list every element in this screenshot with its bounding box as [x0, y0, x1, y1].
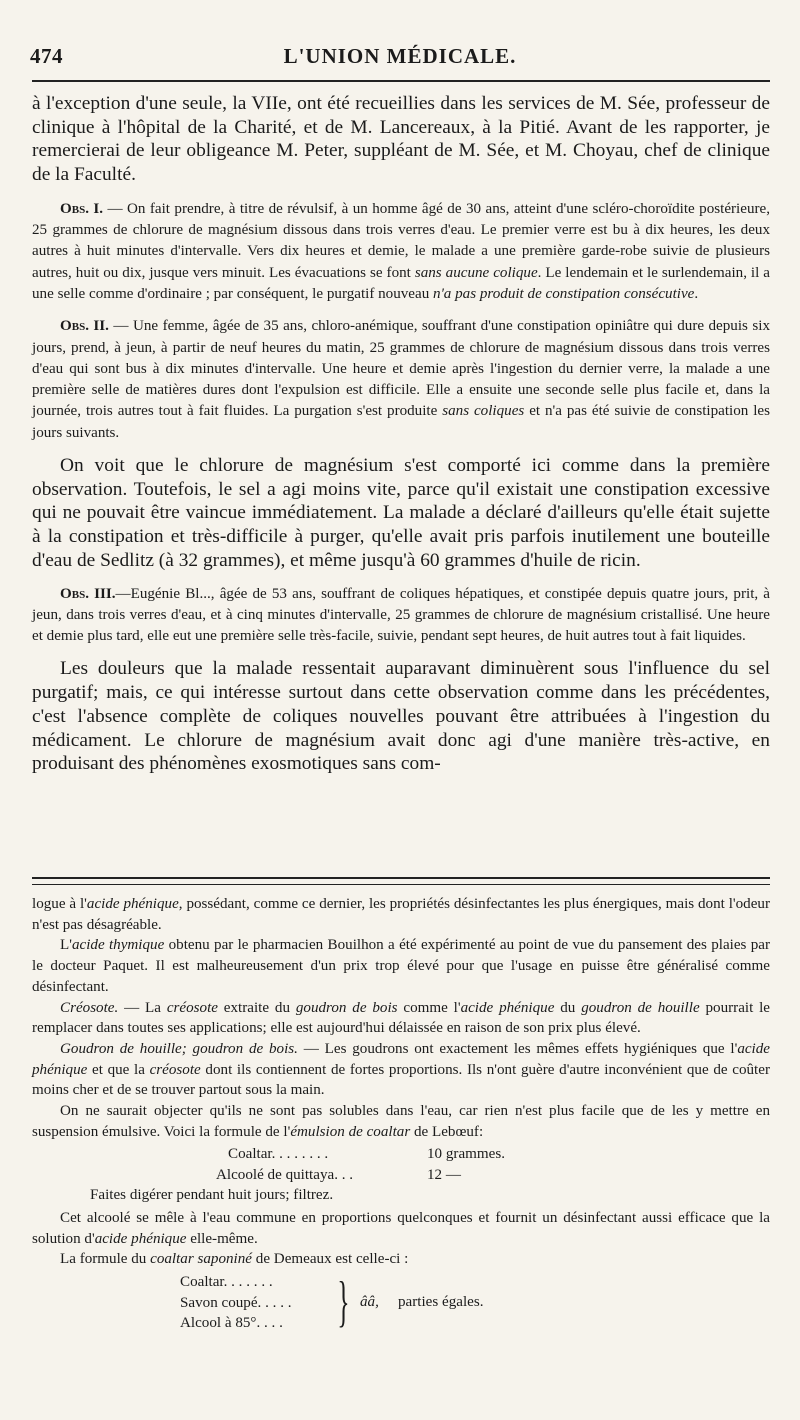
observation-1: Obs. I. — On fait prendre, à titre de révulsif, à un homme âgé de 30 ans, atteint d'une scléro-choroïdite postérieure, 25 grammes de chlorure de magnésium dissous dans trois verres d'eau. Le premier verre est bu à dix heures, les deux autres à huit minutes d'intervalle. Vers dix heures et demie, le malade a une première garde-robe suivie de plusieurs autres, huit ou dix, jusque vers minuit. Les évacuations se font sans aucune colique. Le lendemain et le surlendemain, il a une selle comme d'ordinaire ; par conséquent, le purgatif nouveau n'a pas produit de constipation consécutive.	[32, 200, 770, 302]
obs2-label: Obs. II.	[60, 318, 109, 335]
intro-paragraph: à l'exception d'une seule, la VIIe, ont été recueillies dans les services de M. Sée, professeur de clinique à l'hôpital de la Charité, et de M. Lancereaux, à la Pitié. Avant de les rapporter, je remercierai de leur obligeance M. Peter, suppléant de M. Sée, et M. Choyau, chef de clinique de la Faculté.	[32, 93, 770, 186]
footnote-block	[32, 894, 770, 1336]
footnote-para-4: Goudron de houille; goudron de bois. — Les goudrons ont exactement les mêmes effets hygiéniques que l'acide phénique et que la créosote dont ils contiennent de fortes proportions. Ils n'ont guère d'autre inconvénient que de coûter moins cher et de se trouver partout sous la main.	[32, 1040, 770, 1099]
formula1-quantity-2: 12 —	[427, 1166, 461, 1183]
formula1-ingredient-2: Alcoolé de quittaya. . .	[216, 1166, 354, 1183]
observation-2: Obs. II. — Une femme, âgée de 35 ans, chloro-anémique, souffrant d'une constipation opiniâtre qui dure depuis six jours, prend, à jeun, à partir de neuf heures du matin, 25 grammes de chlorure de magnésium dissous dans trois verres d'eau qui sont bus à dix minutes d'intervalle. Une heure et demie après l'ingestion du dernier verre, la malade a une première selle de matières dures dont l'expulsion est difficile. Elle a ensuite une seconde selle plus facile et, dans la journée, trois autres tout à fait fluides. La purgation s'est produite sans coliques et n'a pas été suivie de constipation les jours suivants.	[32, 318, 771, 441]
formula2-ingredient-3: Alcool à 85°. . . .	[180, 1315, 283, 1332]
formula-demeaux	[32, 1272, 770, 1336]
formula1-quantity-1: 10 grammes.	[427, 1146, 505, 1163]
formula2-ingredient-1: Coaltar. . . . . . .	[180, 1274, 273, 1291]
brace-icon: }	[337, 1271, 350, 1334]
formula2-aa: ââ,	[360, 1294, 379, 1311]
formula2-parts: parties égales.	[398, 1294, 484, 1311]
page-number: 474	[30, 44, 63, 68]
formula-lebœuf	[32, 1144, 770, 1206]
obs1-label: Obs. I.	[60, 200, 104, 217]
commentary-paragraph-1: On voit que le chlorure de magnésium s'est comporté ici comme dans la première observation. Toutefois, le sel a agi moins vite, parce qu'il existait une constipation excessive qui ne pouvait être vaincue immédiatement. La malade a déclaré d'ailleurs qu'elle était sujette à la constipation et très-difficile à purger, qu'elle avait pris parfois inutilement une bouteille d'eau de Sedlitz (à 32 grammes), et même jusqu'à 60 grammes d'huile de ricin.	[32, 455, 770, 571]
formula2-ingredient-2: Savon coupé. . . . .	[180, 1294, 292, 1311]
main-text	[32, 92, 770, 776]
obs3-label: Obs. III.	[60, 585, 116, 602]
observation-3: Obs. III.—Eugénie Bl..., âgée de 53 ans, souffrant de coliques hépatiques, et constipée depuis quatre jours, prit, à jeun, dans trois verres d'eau, et à cinq minutes d'intervalle, 25 grammes de chlorure de magnésium cristallisé. Une heure et demie plus tard, elle eut une première selle très-facile, suivie, pendant sept heures, de huit autres tout à fait liquides.	[32, 585, 771, 645]
journal-title: L'UNION MÉDICALE.	[283, 44, 517, 68]
footnote-para-2: L'acide thymique obtenu par le pharmacien Bouilhon a été expérimenté au point de vue du pansement des plaies par le docteur Paquet. Il est malheureusement d'un prix trop élevé pour que l'usage en puisse être généralisé comme désinfectant.	[32, 937, 770, 995]
running-header	[30, 44, 770, 74]
footnote-para-3: Créosote. — La créosote extraite du goudron de bois comme l'acide phénique du goudron de houille pourrait le remplacer dans toutes ses applications; elle est aujourd'hui délaissée en raison de son prix plus élevé.	[32, 999, 771, 1037]
footnote-para-1: logue à l'acide phénique, possédant, comme ce dernier, les propriétés désinfectantes les plus énergiques, mais dont l'odeur n'est pas désagréable.	[32, 896, 770, 933]
footnote-separator	[32, 877, 770, 885]
formula1-ingredient-1: Coaltar. . . . . . . .	[228, 1146, 329, 1163]
commentary-paragraph-2: Les douleurs que la malade ressentait auparavant diminuèrent sous l'influence du sel purgatif; mais, ce qui intéresse surtout dans cette observation comme dans les précédentes, c'est l'absence complète de coliques nouvelles pouvant être attribuées à l'ingestion du médicament. Le chlorure de magnésium avait donc agi d'une manière très-active, en produisant des phénomènes exosmotiques sans com-	[32, 658, 770, 775]
formula1-instruction: Faites digérer pendant huit jours; filtrez.	[90, 1187, 334, 1204]
header-rule	[32, 80, 770, 82]
footnote-para-5: On ne saurait objecter qu'ils ne sont pas solubles dans l'eau, car rien n'est plus facile que de les y mettre en suspension émulsive. Voici la formule de l'émulsion de coaltar de Lebœuf:	[32, 1103, 770, 1140]
footnote-para-7: La formule du coaltar saponiné de Demeaux est celle-ci :	[60, 1251, 409, 1268]
footnote-para-6: Cet alcoolé se mêle à l'eau commune en proportions quelconques et fournit un désinfectant aussi efficace que la solution d'acide phénique elle-même.	[32, 1209, 770, 1247]
